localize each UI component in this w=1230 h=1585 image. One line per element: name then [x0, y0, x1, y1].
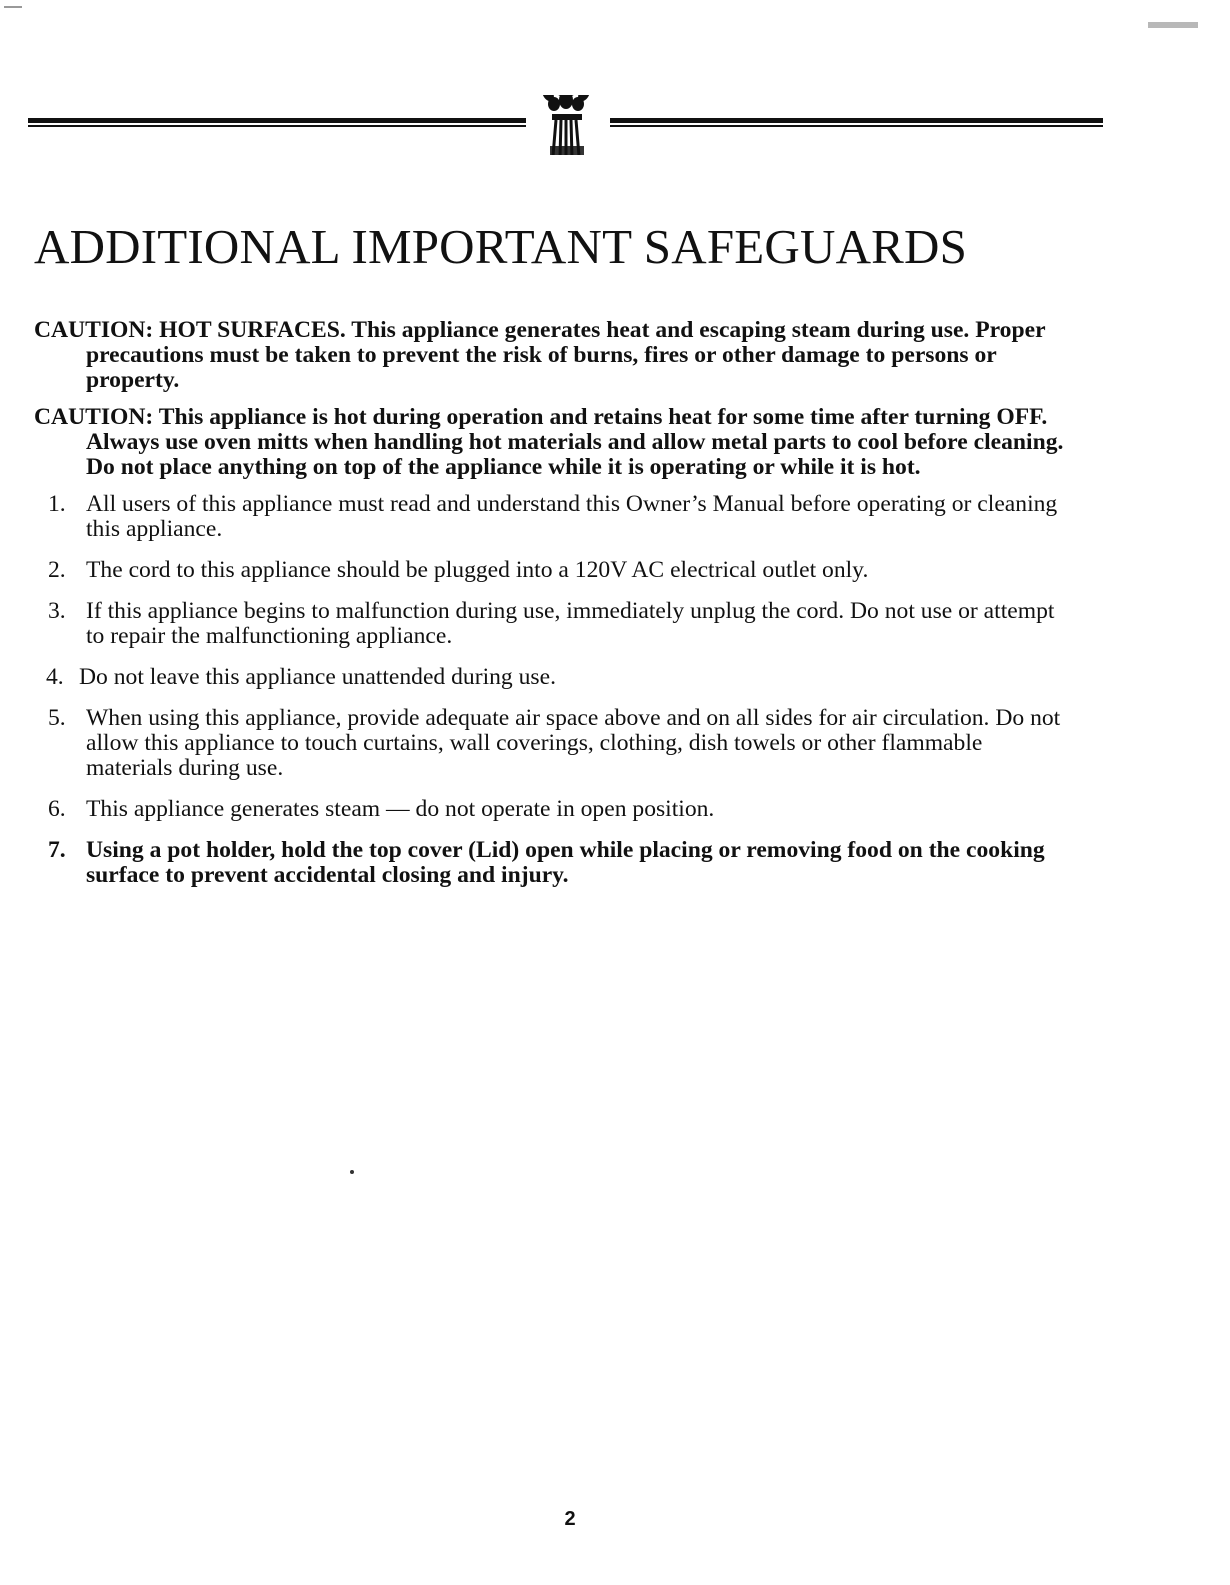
- safeguards-list: [34, 492, 1074, 888]
- header-rule: [28, 95, 1103, 155]
- item-text: This appliance generates steam — do not operate in open position.: [86, 796, 715, 822]
- item-text: Do not leave this appliance unattended during use.: [79, 664, 556, 690]
- list-item: [34, 665, 1074, 690]
- scan-speck: [4, 6, 22, 8]
- wheat-sheaf-icon: [534, 95, 595, 155]
- safeguards-content: [34, 318, 1074, 904]
- list-item: [34, 797, 1074, 822]
- list-item: [34, 599, 1074, 649]
- item-number: 4.: [46, 664, 64, 690]
- item-text: All users of this appliance must read and understand this Owner’s Manual before operating or cleaning this appliance.: [86, 491, 1058, 542]
- list-item: [34, 558, 1074, 583]
- scan-speck: [1148, 22, 1198, 28]
- item-text: If this appliance begins to malfunction during use, immediately unplug the cord. Do not use or attempt to repair the malfunctioning appliance.: [86, 598, 1055, 649]
- item-number: 3.: [48, 598, 66, 624]
- caution-hot-surfaces: CAUTION: HOT SURFACES. This appliance generates heat and escaping steam during use. Proper precautions must be taken to prevent the risk of burns, fires or other damage to persons or property.: [34, 317, 1046, 393]
- item-number: 2.: [48, 557, 66, 583]
- list-item: [34, 706, 1074, 781]
- item-number: 7.: [48, 837, 66, 863]
- list-item: [34, 838, 1074, 888]
- caution-retains-heat: CAUTION: This appliance is hot during operation and retains heat for some time after turning OFF. Always use oven mitts when handling hot materials and allow metal parts to cool before cleaning. Do not place anything on top of the appliance while it is operating or while it is hot.: [34, 404, 1064, 480]
- item-number: 6.: [48, 796, 66, 822]
- item-text: The cord to this appliance should be plugged into a 120V AC electrical outlet only.: [86, 557, 869, 583]
- item-text: When using this appliance, provide adequate air space above and on all sides for air circulation. Do not allow this appliance to touch curtains, wall coverings, clothing, dish towels or other flammable materials during use.: [86, 705, 1061, 781]
- item-number: 5.: [48, 705, 66, 731]
- list-item: [34, 492, 1074, 542]
- page-title: ADDITIONAL IMPORTANT SAFEGUARDS: [34, 219, 968, 274]
- page-number: 2: [564, 1508, 576, 1530]
- item-text: Using a pot holder, hold the top cover (Lid) open while placing or removing food on the cooking surface to prevent accidental closing and injury.: [86, 837, 1045, 888]
- item-number: 1.: [48, 491, 66, 517]
- header-divider: [28, 95, 1103, 155]
- scan-speck: [350, 1170, 354, 1174]
